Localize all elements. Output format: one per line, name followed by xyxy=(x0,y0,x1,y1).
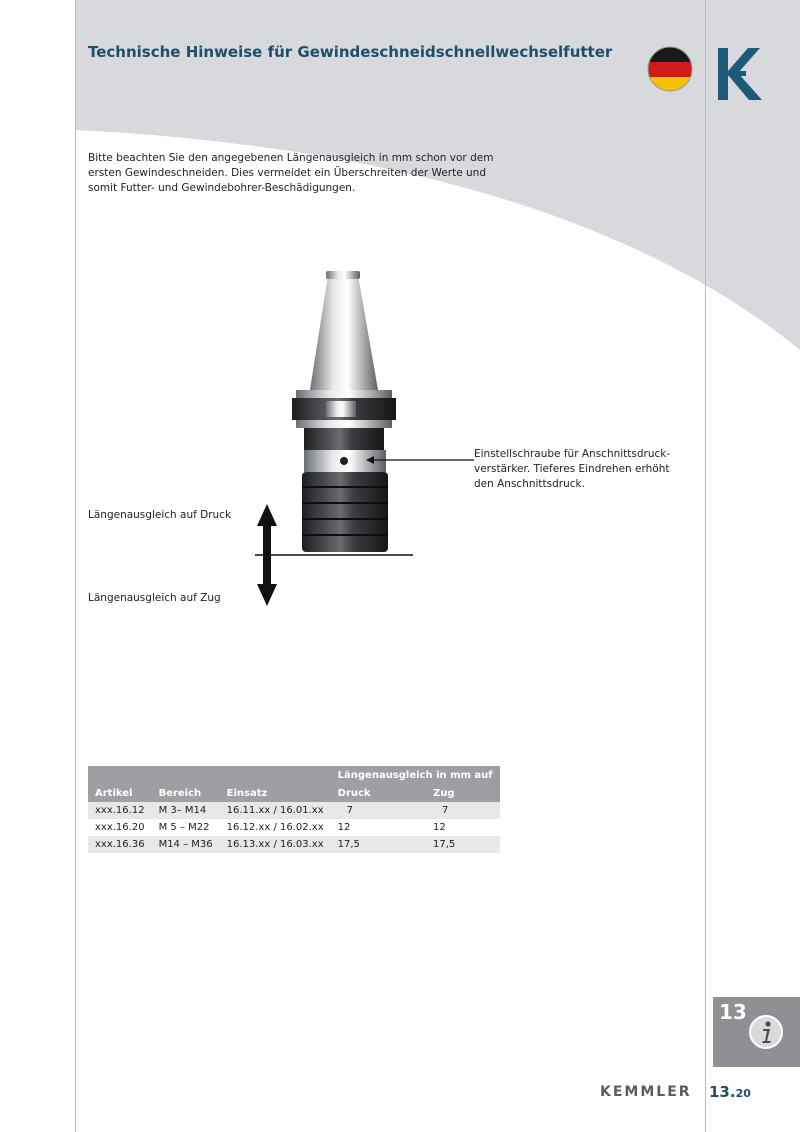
table-cell: xxx.16.36 xyxy=(88,836,152,853)
brand-name: KEMMLER xyxy=(600,1084,692,1100)
specification-table xyxy=(88,766,500,853)
table-cell: M14 – M36 xyxy=(152,836,220,853)
table-row xyxy=(88,819,500,836)
table-row xyxy=(88,802,500,819)
table-header-bereich: Bereich xyxy=(152,784,220,802)
kemmler-logo-icon xyxy=(716,48,762,100)
table-cell: 12 xyxy=(331,819,426,836)
table-cell: 17,5 xyxy=(331,836,426,853)
page-title: Technische Hinweise für Gewindeschneidschnellwechselfutter xyxy=(88,43,613,61)
intro-text: Bitte beachten Sie den angegebenen Längenausgleich in mm schon vor dem ersten Gewindeschneiden. Dies vermeidet ein Überschreiten der Werte und somit Futter- und Gewindebohrer-Beschädigungen. xyxy=(88,152,494,194)
table-cell: M 5 – M22 xyxy=(152,819,220,836)
table-cell: M 3– M14 xyxy=(152,802,220,819)
table-row xyxy=(88,836,500,853)
label-compensation-push: Längenausgleich auf Druck xyxy=(88,509,232,521)
page-number-sub: 20 xyxy=(735,1087,751,1100)
chapter-number: 13 xyxy=(719,1000,747,1024)
table-header-einsatz: Einsatz xyxy=(220,784,331,802)
table-cell: xxx.16.20 xyxy=(88,819,152,836)
table-cell: 7 xyxy=(426,802,500,819)
adjustment-screw-callout: Einstellschraube für Anschnittsdruck-verstärker. Tieferes Eindrehen erhöht den Anschnittsdruck. xyxy=(474,448,671,490)
page-number-main: 13. xyxy=(709,1083,736,1101)
callout-leader-line xyxy=(366,455,476,465)
page-number xyxy=(709,1083,751,1101)
table-header-artikel: Artikel xyxy=(88,784,152,802)
germany-flag-icon xyxy=(647,46,693,92)
table-cell: 16.11.xx / 16.01.xx xyxy=(220,802,331,819)
info-icon xyxy=(748,1014,784,1050)
table-header-row xyxy=(88,784,500,802)
table-group-header: Längenausgleich in mm auf xyxy=(331,766,500,784)
table-cell: 16.12.xx / 16.02.xx xyxy=(220,819,331,836)
label-compensation-pull: Längenausgleich auf Zug xyxy=(88,592,221,604)
table-cell: 12 xyxy=(426,819,500,836)
table-cell: xxx.16.12 xyxy=(88,802,152,819)
length-compensation-arrows xyxy=(250,500,420,612)
table-cell: 7 xyxy=(331,802,426,819)
table-header-empty xyxy=(152,766,220,784)
table-cell: 17,5 xyxy=(426,836,500,853)
table-header-druck: Druck xyxy=(331,784,426,802)
table-header-empty xyxy=(88,766,152,784)
right-margin-line xyxy=(705,0,706,1132)
table-cell: 16.13.xx / 16.03.xx xyxy=(220,836,331,853)
table-header-zug: Zug xyxy=(426,784,500,802)
left-margin-line xyxy=(75,0,76,1132)
table-header-empty xyxy=(220,766,331,784)
table-group-header-row xyxy=(88,766,500,784)
